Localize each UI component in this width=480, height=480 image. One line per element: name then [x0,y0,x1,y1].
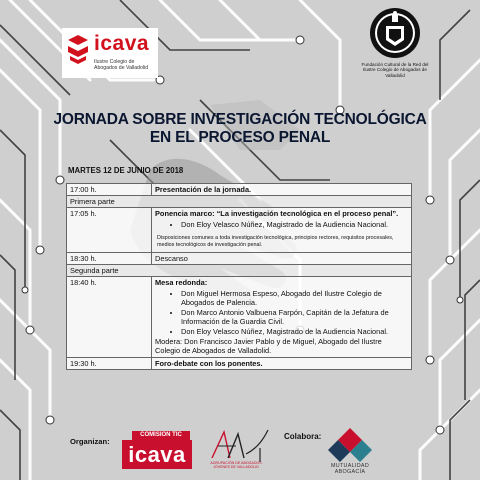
foundation-caption: Fundación Cultural de la Red del Ilustre Colegio de Abogados de Valladolid [361,62,429,78]
event-title: Ponencia marco: “La investigación tecnológica en el proceso penal”. [155,209,399,218]
organizan-label: Organizan: [70,437,110,446]
session-note: Disposiciones comunes a toda investigación tecnológica, principios rectores, requisitos procesales, medios tecnológicos de investigación penal. [157,235,394,248]
event-cell [152,208,412,253]
speaker-list [155,289,408,336]
event-cell: Foro-debate con los ponentes. [152,358,412,370]
moderator-text: Modera: Don Francisco Javier Pablo y de Miguel, Abogado del Ilustre Colegio de Abogados de Valladolid. [155,337,382,355]
scales-icon [206,428,274,462]
mutualidad-logo [326,428,374,478]
section-row [67,265,412,277]
time-cell: 19:30 h. [67,358,152,370]
comision-top-label: COMISION TIC [132,431,190,440]
comision-tic-logo [122,431,192,469]
table-row [67,358,412,370]
list-item: • Don Marco Antonio Valbuena Farpón, Capitán de la Jefatura de Información de la Guardia Civil. [181,308,408,326]
section-row [67,196,412,208]
list-item: • Don Eloy Velasco Núñez, Magistrado de la Audiencia Nacional. [181,220,408,229]
time-cell: 18:40 h. [67,277,152,358]
table-row [67,253,412,265]
schedule-table [66,183,412,370]
icava-subtitle: Ilustre Colegio de Abogados de Valladolid [94,59,149,71]
table-row [67,184,412,196]
foundation-logo [360,6,430,92]
event-cell: Descanso [152,253,412,265]
section-label: Segunda parte [67,265,412,277]
table-row [67,277,412,358]
list-item: • Don Miguel Hermosa Espeso, Abogado del Ilustre Colegio de Abogados de Palencia. [181,289,408,307]
time-cell: 18:30 h. [67,253,152,265]
list-item: • Don Eloy Velasco Núñez, Magistrado de la Audiencia Nacional. [181,327,408,336]
mutualidad-diamond-icon [326,428,374,462]
title-line-1: JORNADA SOBRE INVESTIGACIÓN TECNOLÓGICA [53,111,427,128]
time-cell: 17:05 h. [67,208,152,253]
seal-icon [368,6,422,60]
icava-brand: icava [94,32,150,55]
mutualidad-caption: MUTUALIDAD ABOGACÍA [330,463,370,476]
event-title: Mesa redonda: [155,278,208,287]
event-date: MARTES 12 DE JUNIO DE 2018 [68,166,184,175]
title-line-2: EN EL PROCESO PENAL [149,129,331,146]
jovenes-logo [206,428,274,472]
comision-wordmark: icava [122,440,192,469]
speaker-list [155,220,408,229]
table-row [67,208,412,253]
icava-logo [62,28,158,78]
event-cell: Presentación de la jornada. [152,184,412,196]
event-cell [152,277,412,358]
colabora-label: Colabora: [284,432,322,441]
icava-book-icon [66,34,90,66]
section-label: Primera parte [67,196,412,208]
time-cell: 17:00 h. [67,184,152,196]
jovenes-caption: AGRUPACIÓN DE ABOGADOS JÓVENES DE VALLADOLID [210,461,262,470]
page-title [0,111,480,147]
